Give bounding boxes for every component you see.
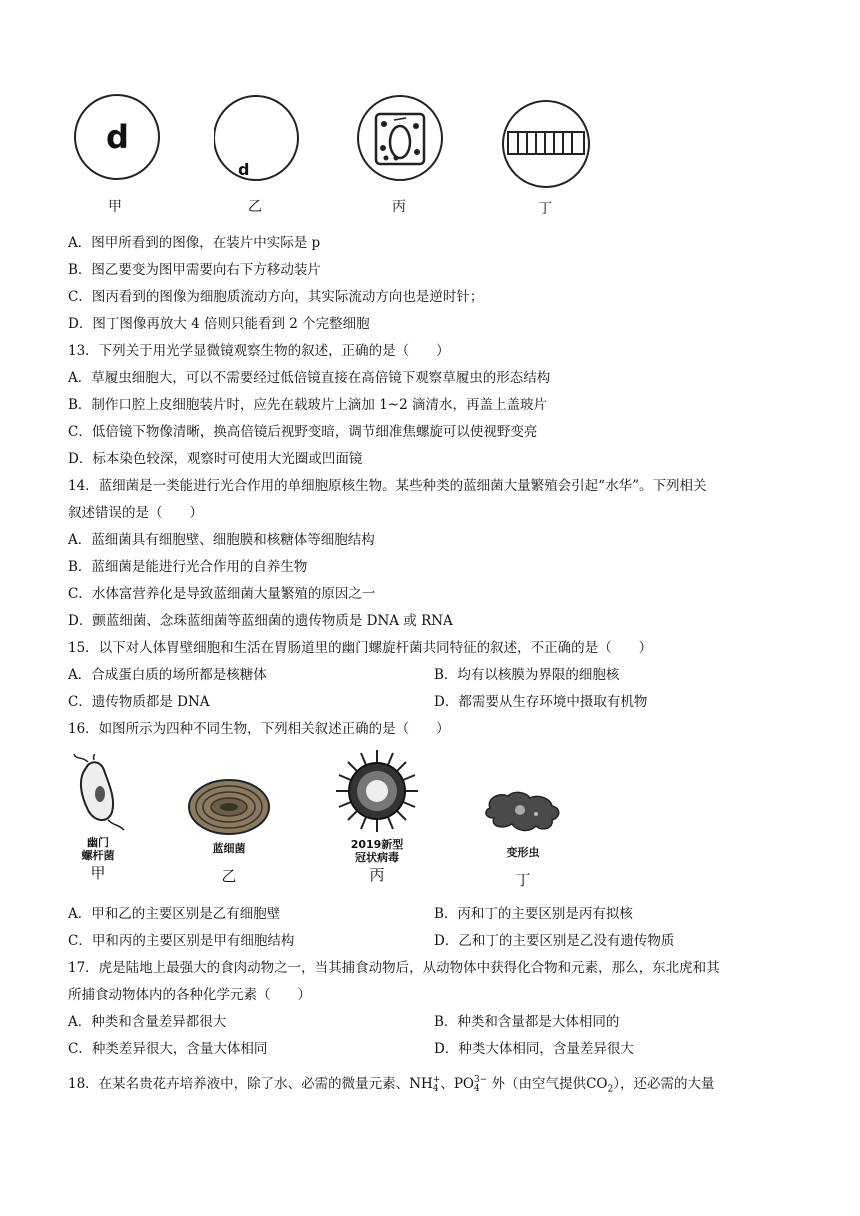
q12-option-a: A．图甲所看到的图像，在装片中实际是 p <box>68 235 321 251</box>
panel-jia <box>72 92 162 220</box>
q13-option-a: A．草履虫细胞大，可以不需要经过低倍镜直接在高倍镜下观察草履虫的形态结构 <box>68 370 551 386</box>
q15-stem: 15．以下对人体胃壁细胞和生活在胃肠道里的幽门螺旋杆菌共同特征的叙述，不正确的是（ ） <box>68 640 653 656</box>
organism-bing-caption: 丙 <box>369 866 385 884</box>
circle-view-bing <box>356 92 446 192</box>
organism-bing <box>332 748 422 885</box>
letter-d-large: d <box>106 118 129 156</box>
coronavirus-icon <box>334 748 420 834</box>
q15-option-a: A．合成蛋白质的场所都是核糖体 <box>68 667 267 683</box>
q17-stem-line1: 17．虎是陆地上最强大的食肉动物之一，当其捕食动物后，从动物体中获得化合物和元素，那么，东北虎和其 <box>68 960 720 976</box>
q13-option-b: B．制作口腔上皮细胞装片时，应先在载玻片上滴加 1~2 滴清水，再盖上盖玻片 <box>68 397 547 413</box>
phosphate-formula: PO 3− 4 <box>453 1074 488 1094</box>
q15-option-b: B．均有以核膜为界限的细胞核 <box>434 667 620 683</box>
q13-option-d: D．标本染色较深，观察时可使用大光圈或凹面镜 <box>68 451 363 467</box>
caption-ding: 丁 <box>538 201 552 217</box>
caption-yi: 乙 <box>248 199 262 215</box>
amoeba-icon <box>480 788 566 836</box>
q17-option-b: B．种类和含量都是大体相同的 <box>434 1014 620 1030</box>
organism-bing-label-2: 冠状病毒 <box>355 851 399 864</box>
q12-option-d: D．图丁图像再放大 4 倍则只能看到 2 个完整细胞 <box>68 316 370 332</box>
q16-option-c: C．甲和丙的主要区别是甲有细胞结构 <box>68 933 295 949</box>
organism-ding-caption: 丁 <box>515 871 531 889</box>
circle-view-yi <box>214 92 304 192</box>
organism-yi-caption: 乙 <box>221 867 237 885</box>
caption-jia: 甲 <box>108 199 122 215</box>
organism-yi-label: 蓝细菌 <box>212 842 246 855</box>
q12-option-b: B．图乙要变为图甲需要向右下方移动装片 <box>68 262 321 278</box>
co2-formula: $CO_2$ <box>586 1076 614 1095</box>
panel-yi <box>214 92 304 220</box>
q14-stem-line1: 14．蓝细菌是一类能进行光合作用的单细胞原核生物。某些种类的蓝细菌大量繁殖会引起“水华”。下列相关 <box>68 478 707 494</box>
q14-option-d: D．颤蓝细菌、念珠蓝细菌等蓝细菌的遗传物质是 DNA 或 RNA <box>68 613 453 629</box>
circle-view-ding <box>496 92 596 196</box>
q17-option-a: A．种类和含量差异都很大 <box>68 1014 227 1030</box>
q14-option-c: C．水体富营养化是导致蓝细菌大量繁殖的原因之一 <box>68 586 376 602</box>
q17-option-d: D．种类大体相同，含量差异很大 <box>434 1041 634 1057</box>
panel-bing <box>356 92 446 220</box>
organism-ding <box>478 788 568 890</box>
organism-ding-label: 变形虫 <box>506 846 540 859</box>
cyanobacterium-icon <box>186 776 272 838</box>
q14-option-a: A．蓝细菌具有细胞壁、细胞膜和核糖体等细胞结构 <box>68 532 375 548</box>
organism-jia-caption: 甲 <box>90 864 106 882</box>
q17-stem-line2: 所捕食动物体内的各种化学元素（ ） <box>68 987 311 1003</box>
q16-option-b: B．丙和丁的主要区别是丙有拟核 <box>434 906 633 922</box>
organisms-figure <box>66 748 586 896</box>
ammonium-formula: NH + 4 <box>409 1074 441 1094</box>
q16-option-a: A．甲和乙的主要区别是乙有细胞壁 <box>68 906 281 922</box>
q13-option-c: C．低倍镜下物像清晰，换高倍镜后视野变暗，调节细准焦螺旋可以使视野变亮 <box>68 424 538 440</box>
q15-option-c: C．遗传物质都是 DNA <box>68 694 210 710</box>
microscope-figure <box>66 92 606 220</box>
q15-option-d: D．都需要从生存环境中摄取有机物 <box>434 694 648 710</box>
organism-bing-label-1: 2019新型 <box>350 838 404 851</box>
q16-option-d: D．乙和丁的主要区别是乙没有遗传物质 <box>434 933 675 949</box>
q13-stem: 13．下列关于用光学显微镜观察生物的叙述，正确的是（ ） <box>68 343 450 359</box>
q14-option-b: B．蓝细菌是能进行光合作用的自养生物 <box>68 559 308 575</box>
caption-bing: 丙 <box>392 199 406 215</box>
q17-option-c: C．种类差异很大，含量大体相同 <box>68 1041 268 1057</box>
organism-jia-label-1: 幽门 <box>87 836 109 849</box>
organism-jia <box>66 754 130 883</box>
q16-stem: 16．如图所示为四种不同生物，下列相关叙述正确的是（ ） <box>68 721 450 737</box>
q18-stem: 18．在某名贵花卉培养液中，除了水、必需的微量元素、NH + 4 、PO 3− 4 外（由空气提供$CO_2$），还必需的大量 <box>68 1074 715 1095</box>
q14-stem-line2: 叙述错误的是（ ） <box>68 505 203 521</box>
organism-jia-label-2: 螺杆菌 <box>81 849 115 862</box>
helicobacter-icon <box>68 754 128 832</box>
q18-prefix: 18．在某名贵花卉培养液中，除了水、必需的微量元素、 <box>68 1076 410 1092</box>
letter-d-small: d <box>238 160 250 179</box>
organism-yi <box>184 776 274 886</box>
q12-option-c: C．图丙看到的图像为细胞质流动方向，其实际流动方向也是逆时针； <box>68 289 484 305</box>
panel-ding <box>496 92 596 220</box>
